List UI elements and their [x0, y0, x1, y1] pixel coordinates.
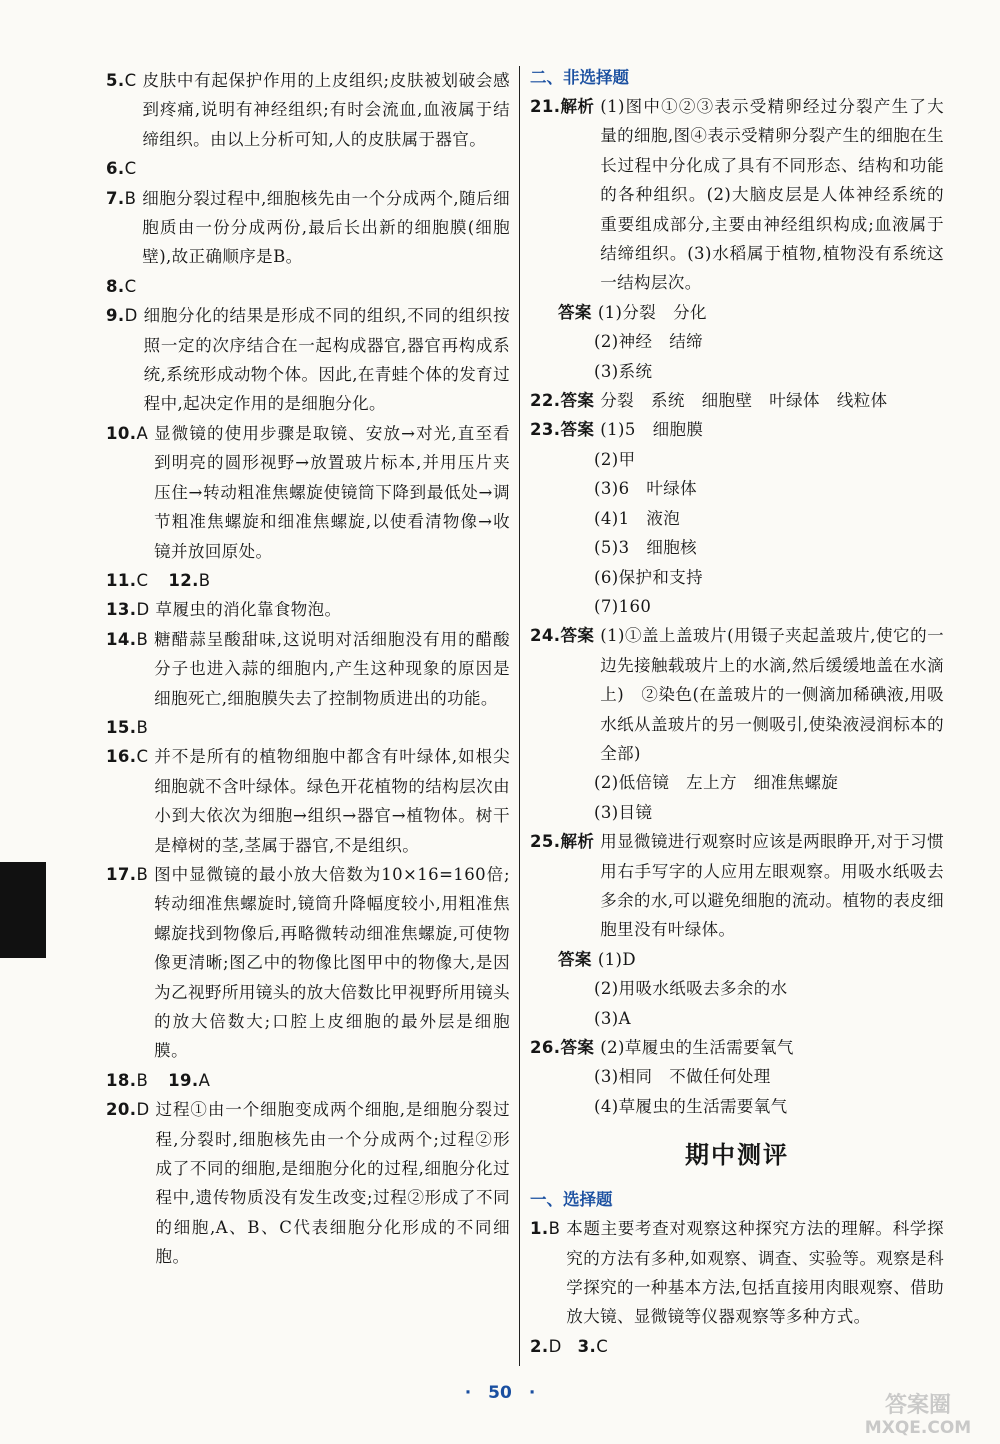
answer-item: 18.B 19.A: [106, 1070, 211, 1090]
page-edge-tab: [0, 862, 46, 954]
answer-line: 答案 (1)D: [558, 949, 637, 969]
answer-line: (3)A: [594, 1008, 631, 1028]
answer-line: (5)3 细胞核: [594, 538, 698, 558]
answer-item: 16.C 并不是所有的植物细胞中都含有叶绿体,如根尖细胞就不含叶绿体。绿色开花植物的结构层次由小到大依次为细胞→组织→器官→植物体。树干是樟树的茎,茎属于器官,不是组织。: [106, 747, 510, 855]
answer-item: 15.B: [106, 717, 149, 737]
answer-item: 24.答案 (1)①盖上盖玻片(用镊子夹起盖玻片,使它的一边先接触载玻片上的水滴,然后缓缓地盖在水滴上) ②染色(在盖玻片的一侧滴加稀碘液,用吸水纸从盖玻片的另一侧吸引,使染液浸润标本的全部): [530, 626, 944, 763]
page-number: · 50 ·: [464, 1383, 536, 1403]
page-edge-tab-line: [0, 954, 46, 958]
answer-line: (7)160: [594, 596, 652, 616]
watermark-logo: [848, 1395, 988, 1439]
answer-line: (6)保护和支持: [594, 567, 704, 587]
answer-line: (3)相同 不做任何处理: [594, 1067, 771, 1087]
answer-line: (2)神经 结缔: [594, 332, 704, 352]
answer-item: 11.C 12.B: [106, 570, 211, 590]
answer-item: 14.B 糖醋蒜呈酸甜味,这说明对活细胞没有用的醋酸分子也进入蒜的细胞内,产生这种现象的原因是细胞死亡,细胞膜失去了控制物质进出的功能。: [106, 629, 510, 708]
answer-line: 答案 (1)分裂 分化: [558, 302, 707, 322]
answer-line: (4)草履虫的生活需要氧气: [594, 1096, 788, 1116]
watermark-line-2: MXQE.COM: [864, 1418, 972, 1438]
answer-item: 2.D 3.C: [530, 1336, 609, 1356]
section-title: 期中测评: [685, 1141, 789, 1170]
answer-item: 26.答案 (2)草履虫的生活需要氧气: [530, 1038, 794, 1057]
answer-item: 1.B 本题主要考查对观察这种探究方法的理解。科学探究的方法有多种,如观察、调查、实验等。观察是科学探究的一种基本方法,包括直接用肉眼观察、借助放大镜、显微镜等仪器观察等多种方式。: [530, 1219, 944, 1327]
answer-item: 25.解析 用显微镜进行观察时应该是两眼睁开,对于习惯用右手写字的人应用左眼观察。用吸水纸吸去多余的水,可以避免细胞的流动。植物的表皮细胞里没有叶绿体。: [530, 832, 944, 940]
answer-line: (4)1 液泡: [594, 508, 681, 528]
answer-line: (2)低倍镜 左上方 细准焦螺旋: [594, 773, 839, 793]
answer-line: (3)系统: [594, 361, 653, 381]
answer-item: 23.答案 (1)5 细胞膜: [530, 420, 704, 440]
answer-item: 21.解析 (1)图中①②③表示受精卵经过分裂产生了大量的细胞,图④表示受精卵分裂产生的细胞在生长过程中分化成了具有不同形态、结构和功能的各种组织。(2)大脑皮层是人体神经系统的重要组成部分,主要由神经组织构成;血液属于结缔组织。(3)水稻属于植物,植物没有系统这一结构层次。: [530, 97, 944, 293]
watermark-line-1: 答案圈: [884, 1393, 951, 1418]
answer-item: 9.D 细胞分化的结果是形成不同的组织,不同的组织按照一定的次序结合在一起构成器官,器官再构成系统,系统形成动物个体。因此,在青蛙个体的发育过程中,起决定作用的是细胞分化。: [106, 306, 510, 414]
answer-item: 13.D 草履虫的消化靠食物泡。: [106, 600, 342, 620]
answer-line: (3)目镜: [594, 802, 653, 822]
answer-item: 6.C: [106, 159, 137, 179]
left-column: [106, 66, 510, 1272]
column-divider: [519, 66, 520, 1366]
answer-line: (2)用吸水纸吸去多余的水: [594, 979, 788, 999]
section-heading: 一、选择题: [530, 1190, 613, 1210]
answer-item: 7.B 细胞分裂过程中,细胞核先由一个分成两个,随后细胞质由一份分成两份,最后长出新的细胞膜(细胞壁),故正确顺序是B。: [106, 188, 510, 267]
answer-item: 22.答案 分裂 系统 细胞壁 叶绿体 线粒体: [530, 391, 888, 411]
answer-item: 5.C 皮肤中有起保护作用的上皮组织;皮肤被划破会感到疼痛,说明有神经组织;有时会流血,血液属于结缔组织。由以上分析可知,人的皮肤属于器官。: [106, 71, 510, 149]
answer-item: 17.B 图中显微镜的最小放大倍数为10×16=160倍;转动细准焦螺旋时,镜筒升降幅度较小,用粗准焦螺旋找到物像后,再略微转动细准焦螺旋,可使物像更清晰;图乙中的物像比图甲中的物像大,是因为乙视野所用镜头的放大倍数比甲视野所用镜头的放大倍数大;口腔上皮细胞的最外层是细胞膜。: [106, 864, 510, 1061]
right-column: [530, 66, 944, 1361]
answer-item: 10.A 显微镜的使用步骤是取镜、安放→对光,直至看到明亮的圆形视野→放置玻片标本,并用压片夹压住→转动粗准焦螺旋使镜筒下降到最低处→调节粗准焦螺旋和细准焦螺旋,以使看清物像→收镜并放回原处。: [106, 423, 510, 561]
answer-line: (2)甲: [594, 449, 636, 469]
answer-item: 8.C: [106, 276, 137, 296]
answer-line: (3)6 叶绿体: [594, 479, 698, 499]
section-heading: 二、非选择题: [530, 68, 629, 87]
answer-item: 20.D 过程①由一个细胞变成两个细胞,是细胞分裂过程,分裂时,细胞核先由一个分成两个;过程②形成了不同的细胞,是细胞分化的过程,细胞分化过程中,遗传物质没有发生改变;过程②形成了不同的细胞,A、B、C代表细胞分化形成的不同细胞。: [106, 1100, 510, 1267]
